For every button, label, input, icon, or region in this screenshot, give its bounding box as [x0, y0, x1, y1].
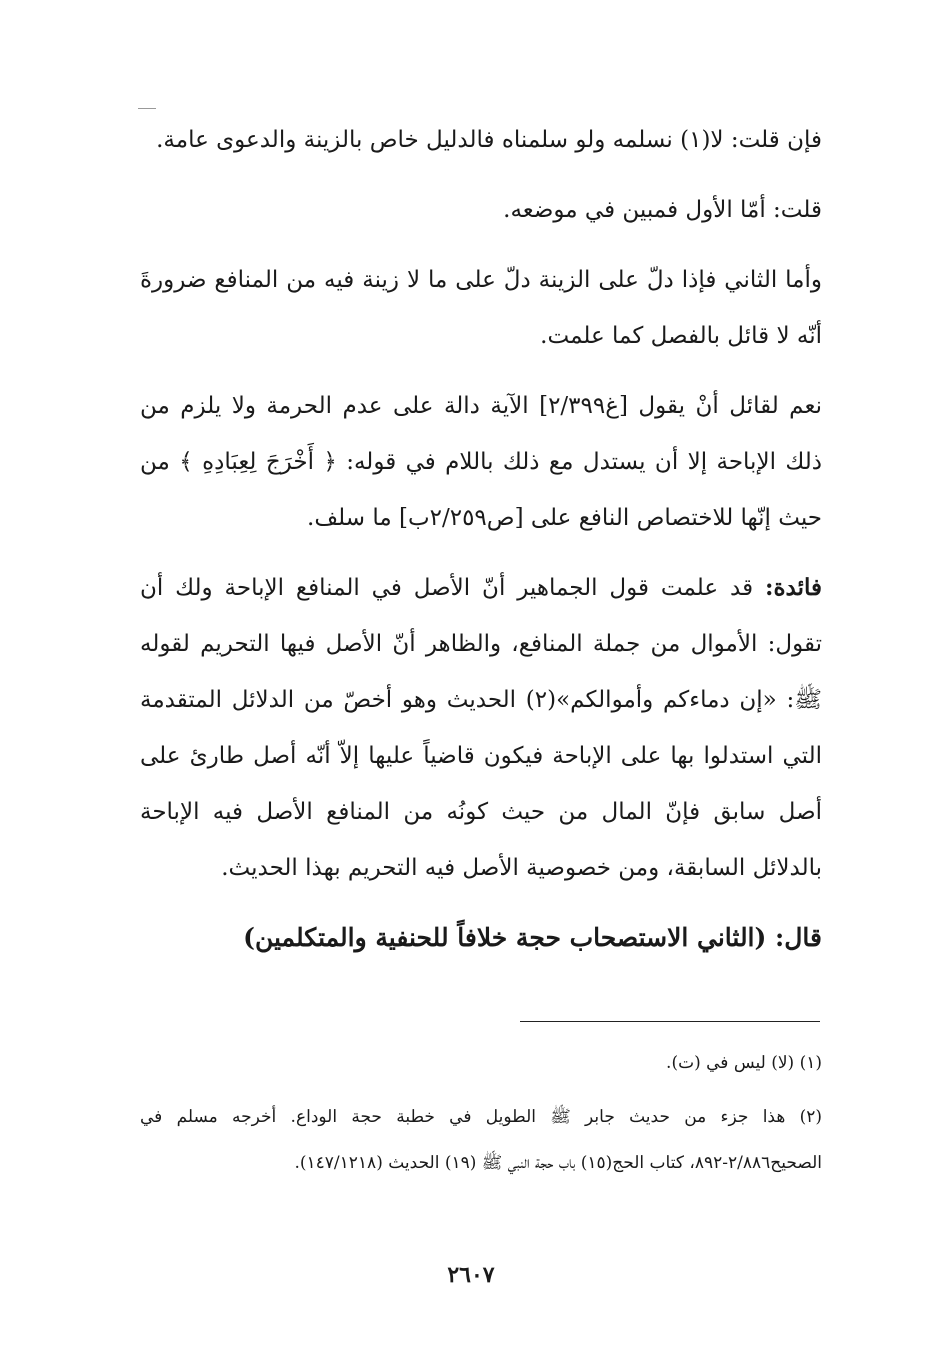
page-number: ٢٦٠٧: [447, 1262, 495, 1288]
faida-label: فائدة:: [764, 574, 822, 601]
paragraph-second: وأما الثاني فإذا دلّ على الزينة دلّ على ما لا زينة فيه من المنافع ضرورةَ أنّه لا قائل بالفصل كما علمت.: [140, 267, 822, 349]
faida-text: قد علمت قول الجماهير أنّ الأصل في المنافع الإباحة ولك أن تقول: الأموال من جملة المنافع، والظاهر أنّ الأصل فيها التحريم لقوله ﷺ: «إن دماءكم وأموالكم»(٢) الحديث وهو أخصّ من الدلائل المتقدمة التي استدلوا بها على الإباحة فيكون قاضياً عليها إلاّ أنّه أصل طارئ على أصل سابق فإنّ المال من حيث كونُه من المنافع الأصل فيه الإباحة بالدلائل السابقة، ومن خصوصية الأصل فيه التحريم بهذا الحديث.: [140, 575, 822, 881]
main-text: [140, 112, 822, 980]
footnote-separator: [520, 1021, 820, 1022]
section-heading: قال: (الثاني الاستصحاب حجة خلافاً للحنفية والمتكلمين): [243, 923, 822, 952]
paragraph-objection: فإن قلت: لا(١) نسلمه ولو سلمناه فالدليل خاص بالزينة والدعوى عامة.: [156, 127, 822, 153]
top-margin-mark: [138, 108, 156, 109]
paragraph-faida: [140, 560, 822, 896]
footnote-1: (١) (لا) ليس في (ت).: [666, 1053, 822, 1073]
paragraph-reply: قلت: أمّا الأول فمبين في موضعه.: [503, 197, 822, 223]
footnotes: [140, 1040, 822, 1194]
footnote-2: (٢) هذا جزء من حديث جابر ﷺ الطويل في خطبة حجة الوداع. أخرجه مسلم في الصحيح٢/٨٨٦-٨٩٢، كتاب الحج(١٥) باب حجة النبي ﷺ (١٩) الحديث (١٤٧/١٢١٨).: [140, 1107, 822, 1173]
paragraph-naam: نعم لقائل أنْ يقول [غ٢/٣٩٩] الآية دالة على عدم الحرمة ولا يلزم من ذلك الإباحة إلا أن يستدل مع ذلك باللام في قوله: ﴿ أَخْرَجَ لِعِبَادِهِ ﴾ من حيث إنّها للاختصاص النافع على [ص٢/٢٥٩ب] ما سلف.: [140, 393, 822, 531]
